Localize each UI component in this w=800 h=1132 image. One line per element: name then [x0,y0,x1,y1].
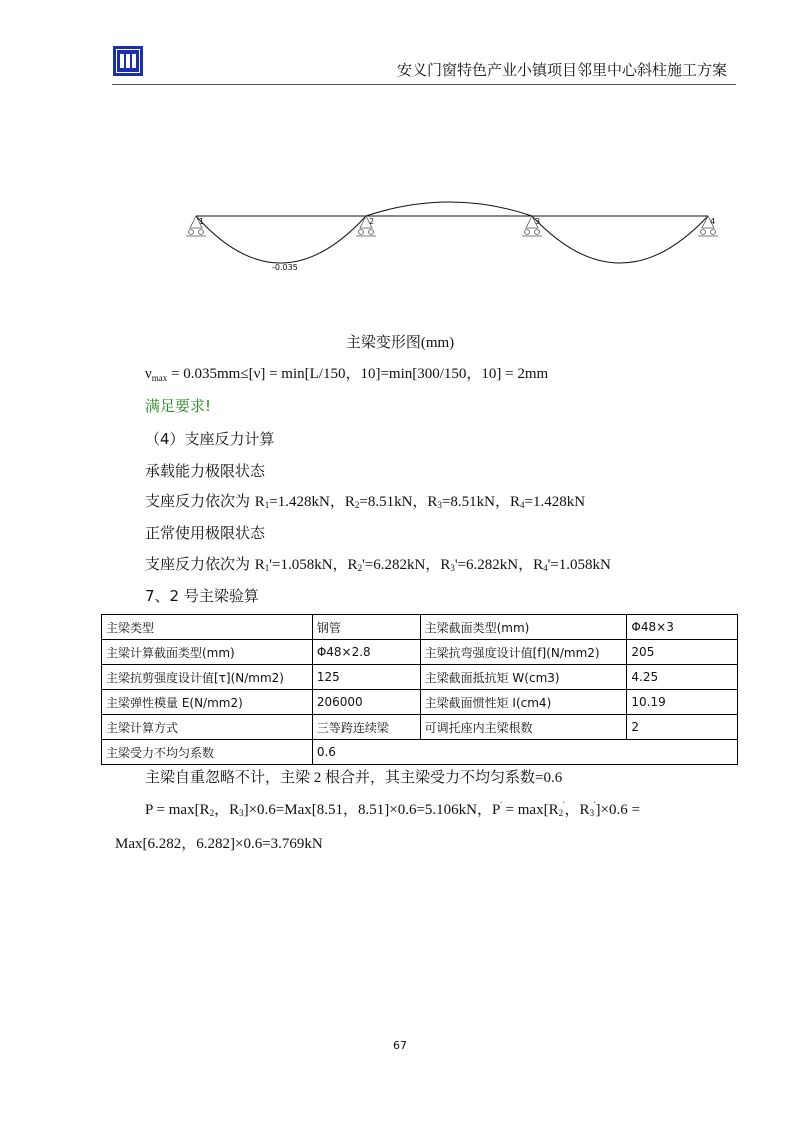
table-cell: Φ48×3 [627,615,738,640]
support-label-3: 3 [535,217,541,226]
table-cell: 主梁弹性模量 E(N/mm2) [102,690,313,715]
table-cell: 主梁计算方式 [102,715,313,740]
sls-heading: 正常使用极限状态 [145,524,266,542]
table-cell: 主梁截面抵抗矩 W(cm3) [420,665,627,690]
table-cell: Φ48×2.8 [312,640,420,665]
table-cell: 主梁抗剪强度设计值[τ](N/mm2) [102,665,313,690]
section-heading-support-reaction: （4）支座反力计算 [145,430,275,448]
deflection-check: $\nu_{max} = 0.035mm\le[\nu] = \min[L/150$，10]=min[300/150，10] = 2mm [145,366,549,383]
table-cell: 125 [312,665,420,690]
table-cell: 205 [627,640,738,665]
table-cell: 主梁截面惯性矩 I(cm4) [420,690,627,715]
figure-caption: 主梁变形图(mm) [345,333,455,351]
table-row [102,740,738,765]
deformed-span-3 [532,216,708,263]
load-factor-note: 主梁自重忽略不计，主梁 2 根合并，其主梁受力不均匀系数=0.6 [145,768,563,786]
beam-parameters-table [101,614,738,765]
table-row [102,665,738,690]
table-cell: 主梁抗弯强度设计值[f](N/mm2) [420,640,627,665]
load-formula-line-2: Max[6.282，6.282]×0.6=3.769kN [115,836,323,852]
table-cell: 主梁截面类型(mm) [420,615,627,640]
document-title: 安义门窗特色产业小镇项目邻里中心斜柱施工方案 [396,61,727,79]
deformed-span-2 [366,202,532,216]
table-cell: 三等跨连续梁 [312,715,420,740]
company-logo [113,46,143,76]
table-row [102,640,738,665]
page-number: 67 [393,1039,407,1052]
support-label-1: 1 [199,217,205,226]
support-label-4: 4 [710,217,716,226]
uls-reactions: 支座反力依次为 $R_1=1.428kN$，$R_2=8.51kN$，$R_3=8.51kN$，$R_4=1.428kN$ [145,492,586,510]
table-cell: 钢管 [312,615,420,640]
table-cell: 206000 [312,690,420,715]
table-cell: 可调托座内主梁根数 [420,715,627,740]
header-divider [112,84,736,85]
table-cell: 主梁类型 [102,615,313,640]
table-cell: 10.19 [627,690,738,715]
table-cell: 主梁受力不均匀系数 [102,740,313,765]
table-cell: 主梁计算截面类型(mm) [102,640,313,665]
sls-reactions: 支座反力依次为 $R_1'=1.058kN$，$R_2'=6.282kN$，$R_3'=6.282kN$，$R_4'=1.058kN$ [145,555,611,573]
table-cell: 4.25 [627,665,738,690]
table-row [102,690,738,715]
table-cell: 2 [627,715,738,740]
beam-deformation-diagram [180,200,720,280]
table-row [102,615,738,640]
check-result: 满足要求! [145,397,212,415]
uls-heading: 承载能力极限状态 [145,462,266,480]
table-cell: 0.6 [312,740,737,765]
section-heading-beam-check: 7、2 号主梁验算 [145,587,259,605]
table-row [102,715,738,740]
support-label-2: 2 [369,217,375,226]
load-formula-line-1: $P = \max[R_2$，$R_3]\times 0.6=Max[8.51$，8.51]×0.6=5.106kN，$P' = \max[R_2'$，$R_3']\times 0.6$ = [145,800,640,818]
deformed-span-1 [196,216,366,263]
min-deflection-label: -0.035 [272,263,298,272]
